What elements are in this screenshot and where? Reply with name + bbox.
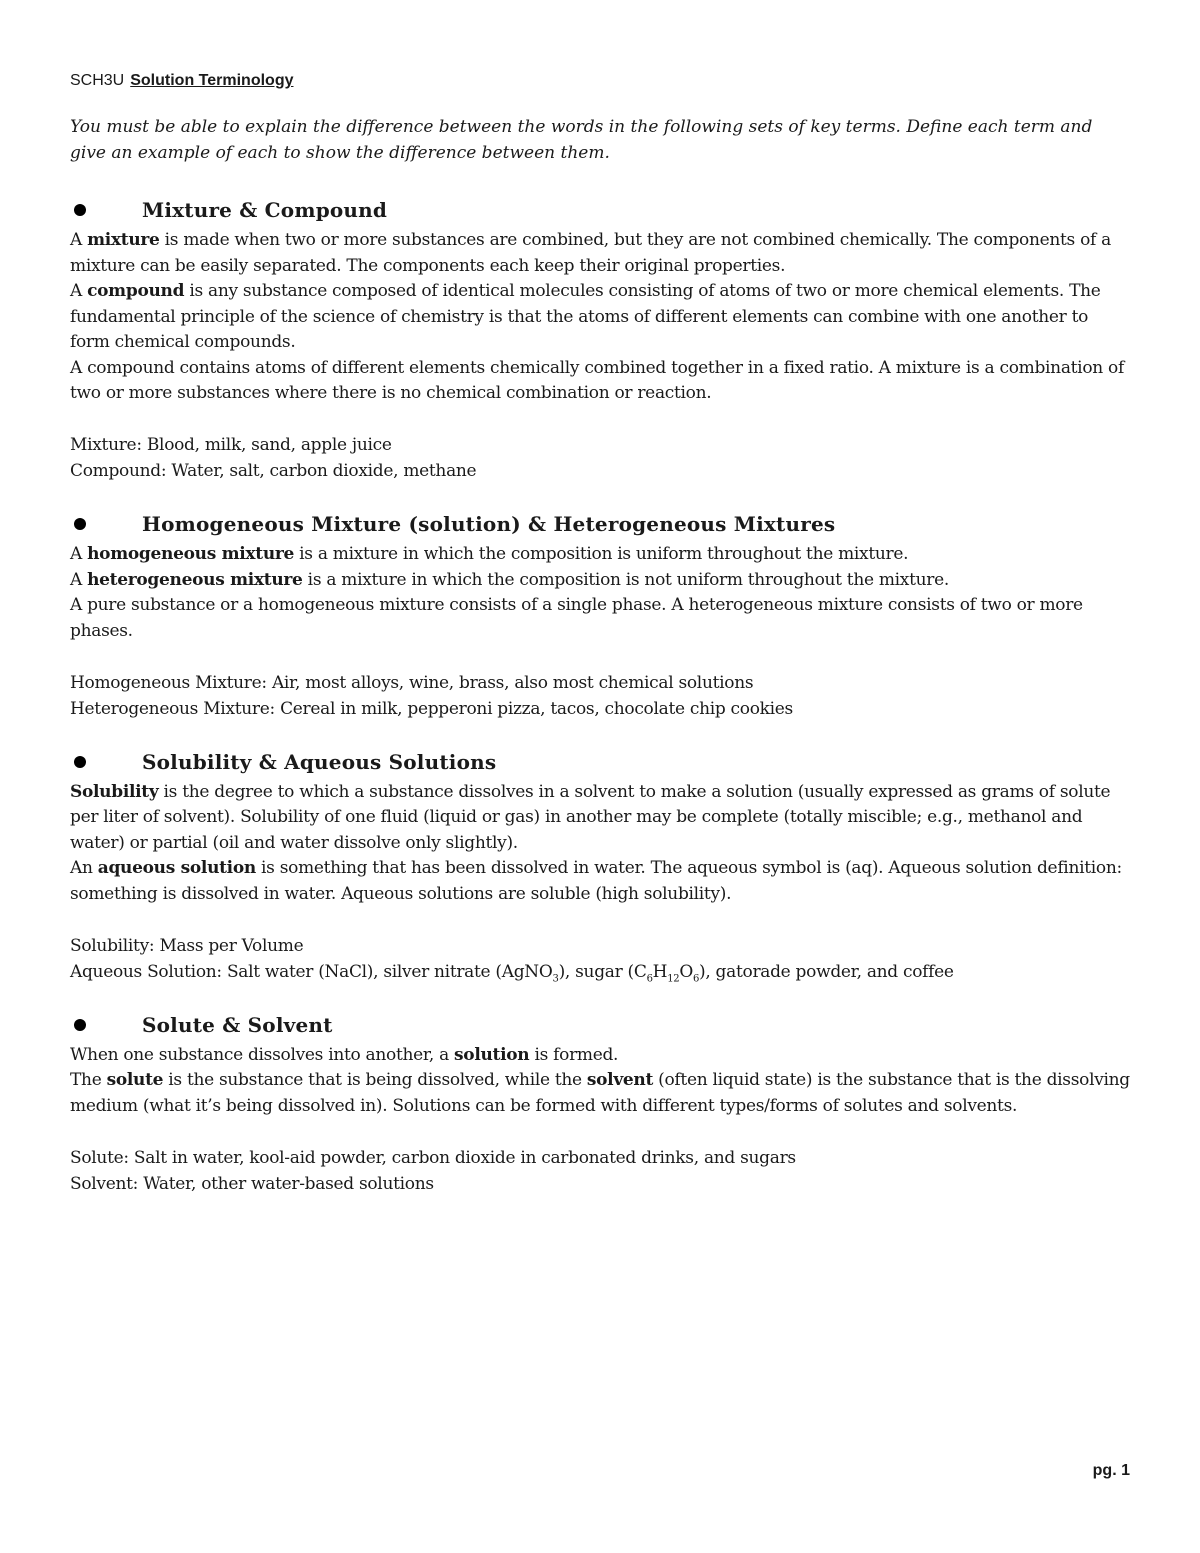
term-section	[70, 750, 1130, 985]
definition-paragraph	[70, 279, 1130, 356]
bullet-icon	[74, 1019, 86, 1031]
text-run: is the substance that is being dissolved, while the	[163, 1070, 587, 1090]
text-run: is any substance composed of identical molecules consisting of atoms of two or more chemical elements. The fundamental principle of the science of chemistry is that the atoms of different elements can combine with one another to form chemical compounds.	[70, 281, 1101, 352]
bullet-icon	[74, 518, 86, 530]
definition-paragraph	[70, 780, 1130, 857]
section-heading-text: Homogeneous Mixture (solution) & Heterogeneous Mixtures	[142, 512, 836, 536]
text-run: is something that has been dissolved in water. The aqueous symbol is (aq). Aqueous solution definition: something is dissolved in water. Aqueous solutions are soluble (high solubility).	[70, 858, 1122, 904]
section-heading	[70, 512, 1130, 536]
example-label: Compound :	[70, 461, 171, 481]
text-run: (often liquid state) is the substance that is the dissolving medium (what it’s being dissolved in). Solutions can be formed with different types/forms of solutes and solvents.	[70, 1070, 1130, 1116]
example-label: Heterogeneous Mixture :	[70, 699, 280, 719]
example-line	[70, 432, 1130, 458]
text-run: is formed.	[529, 1044, 619, 1065]
text-run: A	[70, 281, 88, 301]
text-run: Water, salt, carbon dioxide, methane	[171, 461, 477, 481]
document-title: Solution Terminology	[130, 72, 294, 89]
subscript: 12	[667, 972, 680, 984]
instructions: You must be able to explain the difference between the words in the following sets of key terms. Define each term and give an example of each to show the difference between them.	[70, 117, 1093, 163]
key-term: aqueous solution	[97, 858, 256, 878]
section-heading-text: Solubility & Aqueous Solutions	[142, 749, 497, 774]
section-heading-text: Mixture & Compound	[142, 198, 388, 222]
key-term: compound	[87, 281, 185, 301]
definition-paragraph	[70, 593, 1130, 644]
text-run: When one substance dissolves into another, a	[70, 1044, 455, 1065]
definition-paragraph	[70, 356, 1130, 407]
paragraph-gap	[70, 907, 1130, 933]
example-line	[70, 933, 1130, 959]
text-run: A compound contains atoms of different elements chemically combined together in a fixed ratio. A mixture is a combination of two or more substances where there is no chemical combination or reaction.	[70, 357, 1124, 403]
term-section	[70, 198, 1130, 484]
text-run: Salt in water, kool-aid powder, carbon dioxide in carbonated drinks, and sugars	[133, 1147, 796, 1168]
text-run: Water, other water-based solutions	[143, 1173, 434, 1194]
definition-paragraph	[70, 1068, 1130, 1119]
term-section	[70, 1013, 1130, 1197]
text-run: A	[70, 569, 88, 590]
course-code: SCH3U	[70, 72, 125, 89]
example-label: Solvent :	[70, 1174, 143, 1194]
text-run: Salt water (NaCl), silver nitrate (AgNO	[226, 961, 553, 982]
text-run: is made when two or more substances are combined, but they are not combined chemically. The components of a mixture can be easily separated. The components each keep their original properties.	[70, 230, 1111, 276]
definition-paragraph	[70, 856, 1130, 907]
definition-paragraph	[70, 1043, 1130, 1069]
document-page	[70, 72, 1130, 1225]
example-line	[70, 959, 1130, 985]
text-run: is a mixture in which the composition is uniform throughout the mixture.	[294, 544, 909, 564]
text-run: Cereal in milk, pepperoni pizza, tacos, chocolate chip cookies	[280, 698, 793, 719]
term-section	[70, 512, 1130, 722]
text-run: A	[70, 230, 88, 250]
section-heading	[70, 1013, 1130, 1037]
key-term: heterogeneous mixture	[87, 569, 303, 590]
subscript: 6	[646, 972, 653, 984]
text-run: Mass per Volume	[159, 935, 304, 956]
text-run: Air, most alloys, wine, brass, also most chemical solutions	[271, 672, 754, 693]
text-run: ), sugar (C	[558, 961, 647, 982]
sections-container	[70, 198, 1130, 1197]
example-line	[70, 458, 1130, 484]
example-label: Homogeneous Mixture :	[70, 673, 272, 693]
example-line	[70, 696, 1130, 722]
text-run: ), gatorade powder, and coffee	[699, 961, 954, 982]
text-run: H	[652, 961, 668, 982]
document-header	[70, 72, 1130, 90]
bullet-icon	[74, 756, 86, 768]
section-heading	[70, 750, 1130, 774]
text-run: A pure substance or a homogeneous mixture consists of a single phase. A heterogeneous mixture consists of two or more phases.	[70, 595, 1083, 641]
key-term: homogeneous mixture	[87, 544, 295, 564]
page-number: pg. 1	[1092, 1462, 1130, 1479]
section-heading-text: Solute & Solvent	[142, 1012, 333, 1037]
example-label: Solute :	[70, 1148, 134, 1168]
section-heading	[70, 198, 1130, 222]
definition-paragraph	[70, 542, 1130, 568]
example-label: Solubility :	[70, 936, 159, 956]
paragraph-gap	[70, 407, 1130, 433]
example-line	[70, 1145, 1130, 1171]
key-term: solvent	[586, 1070, 654, 1090]
example-label: Mixture :	[70, 435, 147, 455]
subscript: 3	[552, 972, 559, 984]
text-run: is a mixture in which the composition is not uniform throughout the mixture.	[302, 569, 949, 590]
key-term: mixture	[87, 230, 160, 250]
text-run: The	[70, 1070, 107, 1090]
text-run: Blood, milk, sand, apple juice	[146, 435, 392, 455]
text-run: A	[70, 544, 88, 564]
bullet-icon	[74, 204, 86, 216]
example-label: Aqueous Solution :	[70, 962, 227, 982]
example-line	[70, 670, 1130, 696]
definition-paragraph	[70, 568, 1130, 594]
text-run: is the degree to which a substance dissolves in a solvent to make a solution (usually expressed as grams of solute per liter of solvent). Solubility of one fluid (liquid or gas) in another may be complete (totally miscible; e.g., methanol and water) or partial (oil and water dissolve only slightly).	[70, 781, 1111, 853]
example-line	[70, 1171, 1130, 1197]
key-term: solution	[454, 1044, 530, 1065]
subscript: 6	[692, 972, 700, 984]
definition-paragraph	[70, 228, 1130, 279]
text-run: O	[679, 961, 693, 982]
key-term: Solubility	[70, 781, 159, 802]
key-term: solute	[106, 1070, 164, 1090]
paragraph-gap	[70, 644, 1130, 670]
text-run: An	[70, 858, 98, 878]
paragraph-gap	[70, 1119, 1130, 1145]
